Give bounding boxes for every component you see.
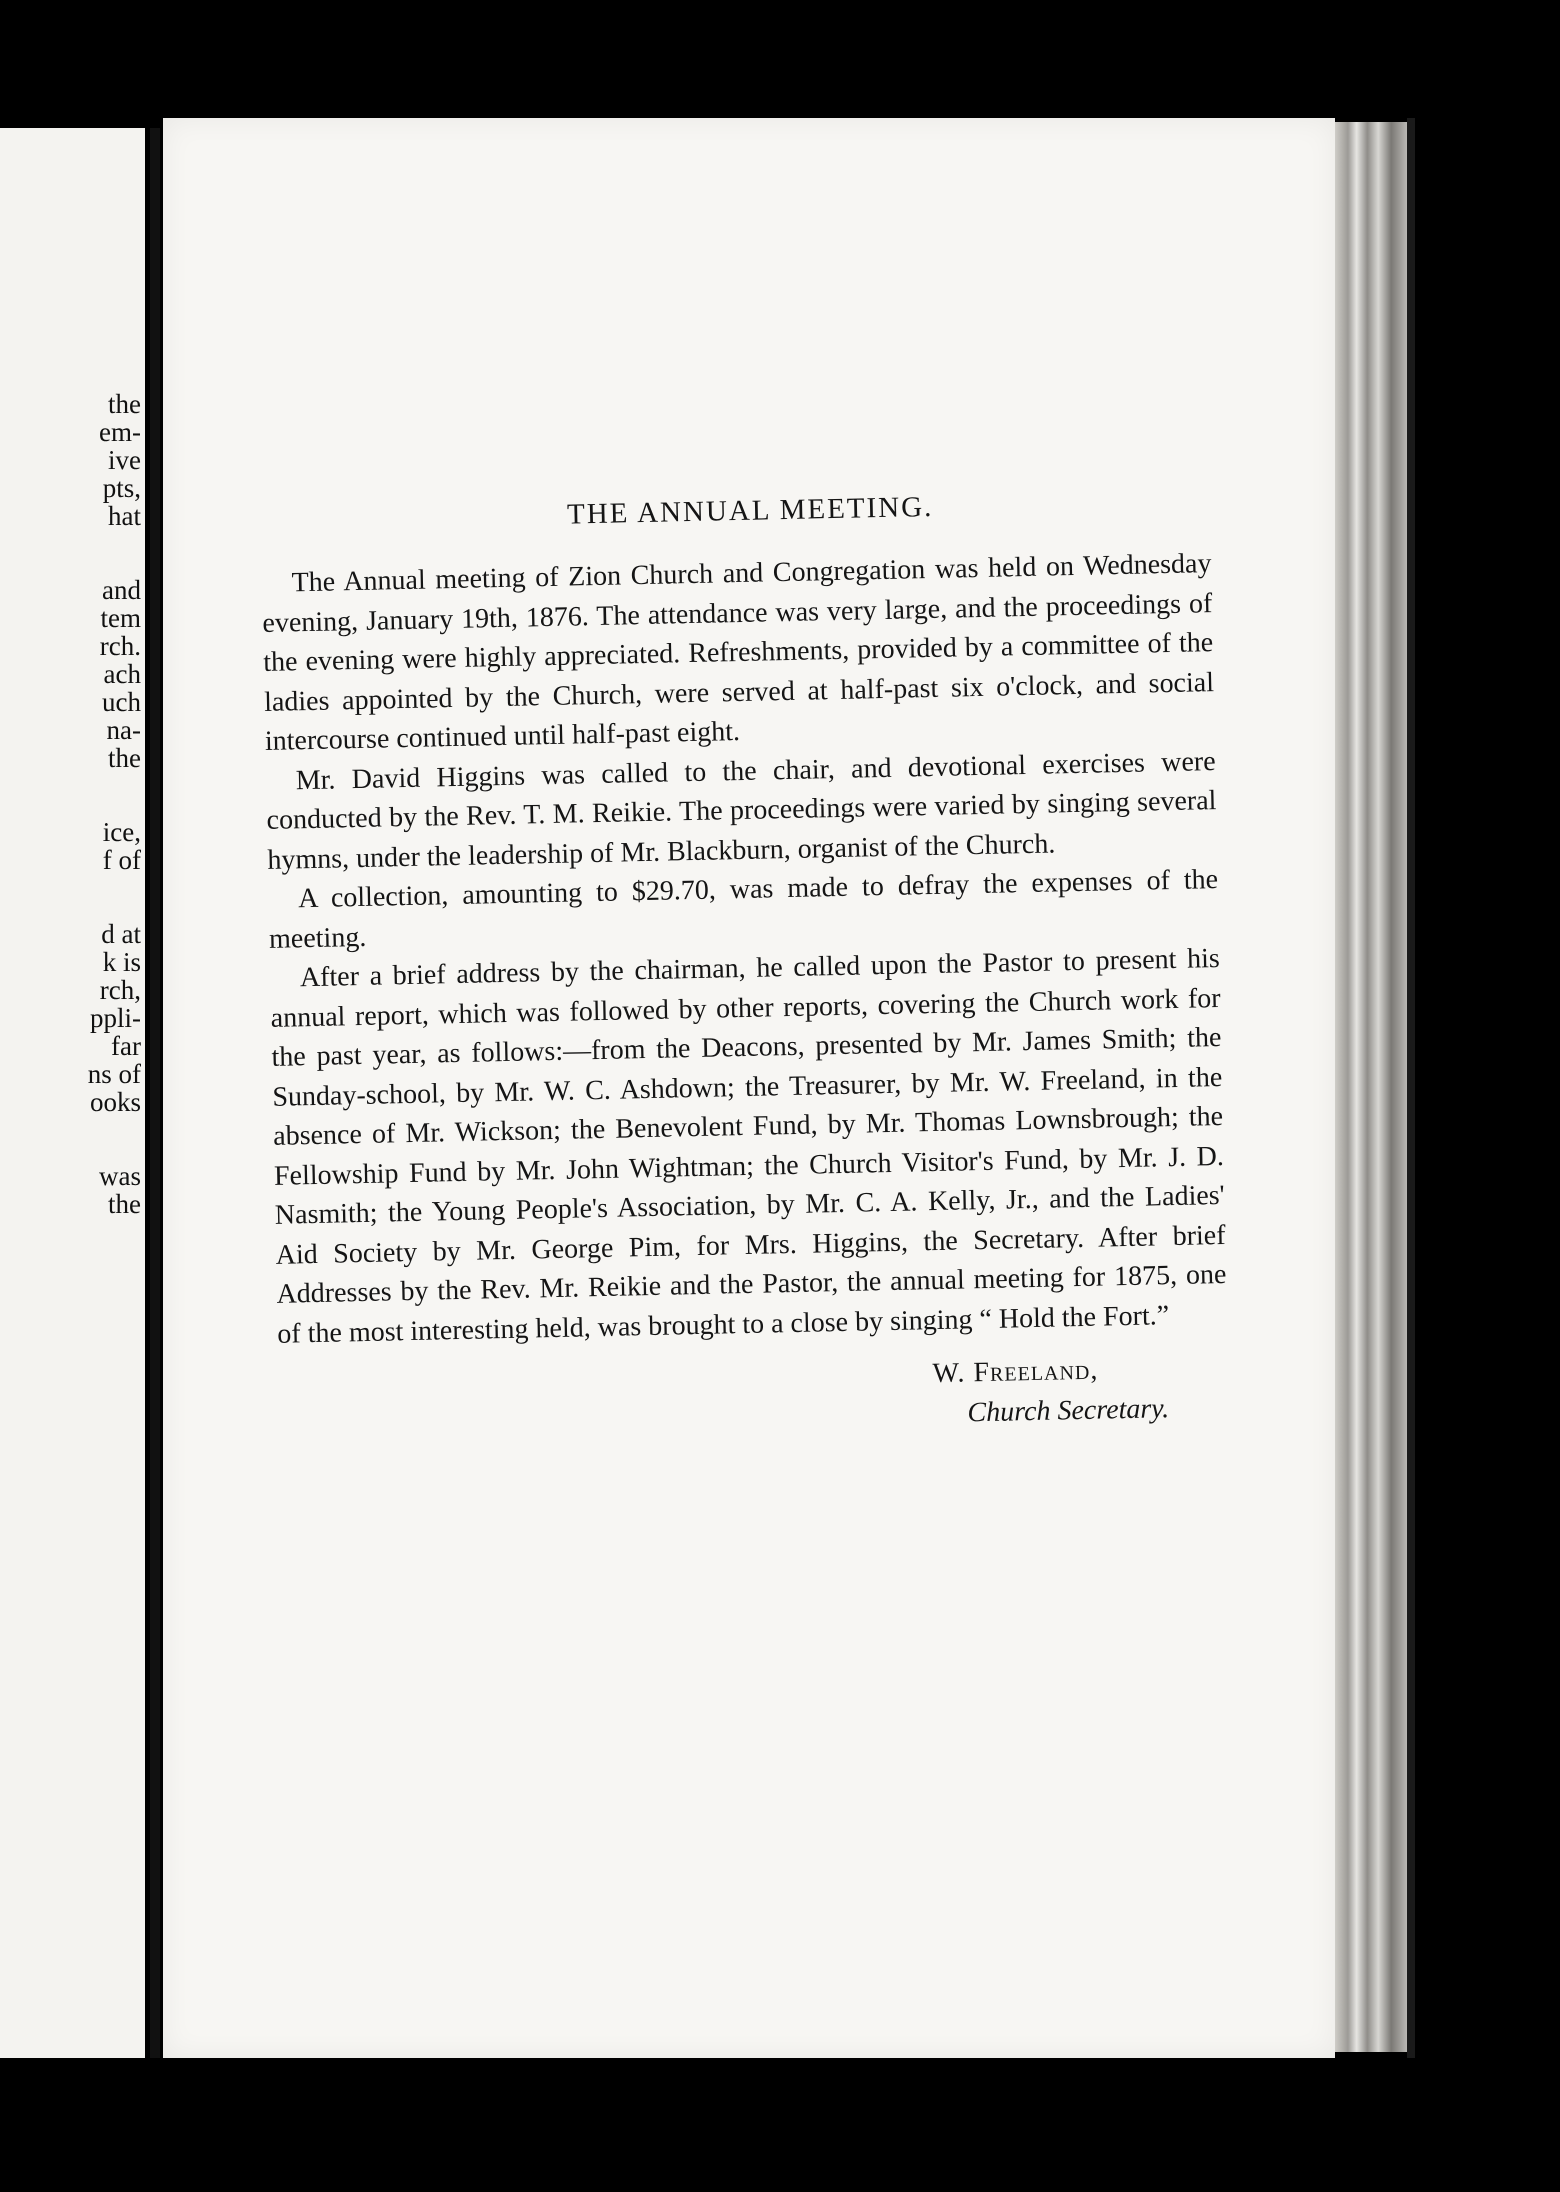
text-fragment: the [108, 743, 141, 773]
text-fragment: uch [102, 687, 141, 717]
book-gutter [150, 128, 160, 2058]
fragment-group [0, 576, 145, 772]
text-fragment: f of [102, 845, 141, 875]
fragment-group [0, 1162, 145, 1218]
text-fragment: rch. [99, 631, 141, 661]
text-fragment: tem [100, 603, 141, 633]
fragment-group [0, 920, 145, 1116]
text-fragment: and [102, 575, 141, 605]
text-fragment: rch, [99, 975, 141, 1005]
text-fragment: far [111, 1031, 141, 1061]
text-fragment: ice, [102, 817, 141, 847]
text-fragment: hat [108, 501, 141, 531]
text-fragment: em- [99, 417, 141, 447]
article-paragraph: The Annual meeting of Zion Church and Congregation was held on Wednesday evening, January 19th, 1876. The attendance was very large, and the proceedings of the evening were highly appreciated. Refreshments, provided by a committee of the ladies appointed by the Church, were served at half-past six o'clock, and social intercourse continued until half-past eight. [262, 548, 1215, 757]
text-fragment: the [108, 1189, 141, 1219]
article [260, 485, 1230, 1448]
article-paragraph: A collection, amounting to $29.70, was made to defray the expenses of the meeting. [268, 864, 1219, 955]
signature-role: Church Secretary. [967, 1393, 1170, 1429]
fragment-group [0, 818, 145, 874]
article-paragraph: After a brief address by the chairman, he called upon the Pastor to present his annual report, which was followed by other reports, covering the Church work for the past year, as follows:—from the Deacons, presented by Mr. James Smith; the Sunday-school, by Mr. W. C. Ashdown; the Treasurer, by Mr. W. Freeland, in the absence of Mr. Wickson; the Benevolent Fund, by Mr. Thomas Lownsbrough; the Fellowship Fund by Mr. John Wightman; the Church Visitor's Fund, by Mr. J. D. Nasmith; the Young People's Association, by Mr. C. A. Kelly, Jr., and the Ladies' Aid Society by Mr. George Pim, for Mrs. Higgins, the Secretary. After brief Addresses by the Rev. Mr. Reikie and the Pastor, the annual meeting for 1875, one of the most interesting held, was brought to a close by singing “ Hold the Fort.” [270, 943, 1227, 1350]
text-fragment: ooks [89, 1087, 141, 1117]
signature-name: W. Freeland, [932, 1354, 1099, 1390]
article-title: THE ANNUAL MEETING. [566, 490, 934, 531]
text-fragment: ns of [87, 1059, 141, 1089]
text-fragment: ive [108, 445, 141, 475]
fragment-group [0, 390, 145, 530]
text-fragment: ach [103, 659, 141, 689]
text-fragment: ppli- [90, 1003, 141, 1033]
left-facing-page [0, 128, 145, 2058]
left-page-text-fragments [0, 390, 145, 1264]
article-paragraph: Mr. David Higgins was called to the chair, and devotional exercises were conducted by the Rev. T. M. Reikie. The proceedings were varied by singing several hymns, under the leadership of Mr. Blackburn, organist of the Church. [266, 745, 1217, 876]
text-fragment: was [99, 1161, 141, 1191]
text-fragment: na- [106, 715, 141, 745]
text-fragment: k is [102, 947, 141, 977]
page-stack-edge [1335, 122, 1407, 2052]
text-fragment: the [108, 389, 141, 419]
page-stack-edge-shadow [1407, 118, 1415, 2058]
text-fragment: d at [101, 919, 141, 949]
text-fragment: pts, [102, 473, 141, 503]
